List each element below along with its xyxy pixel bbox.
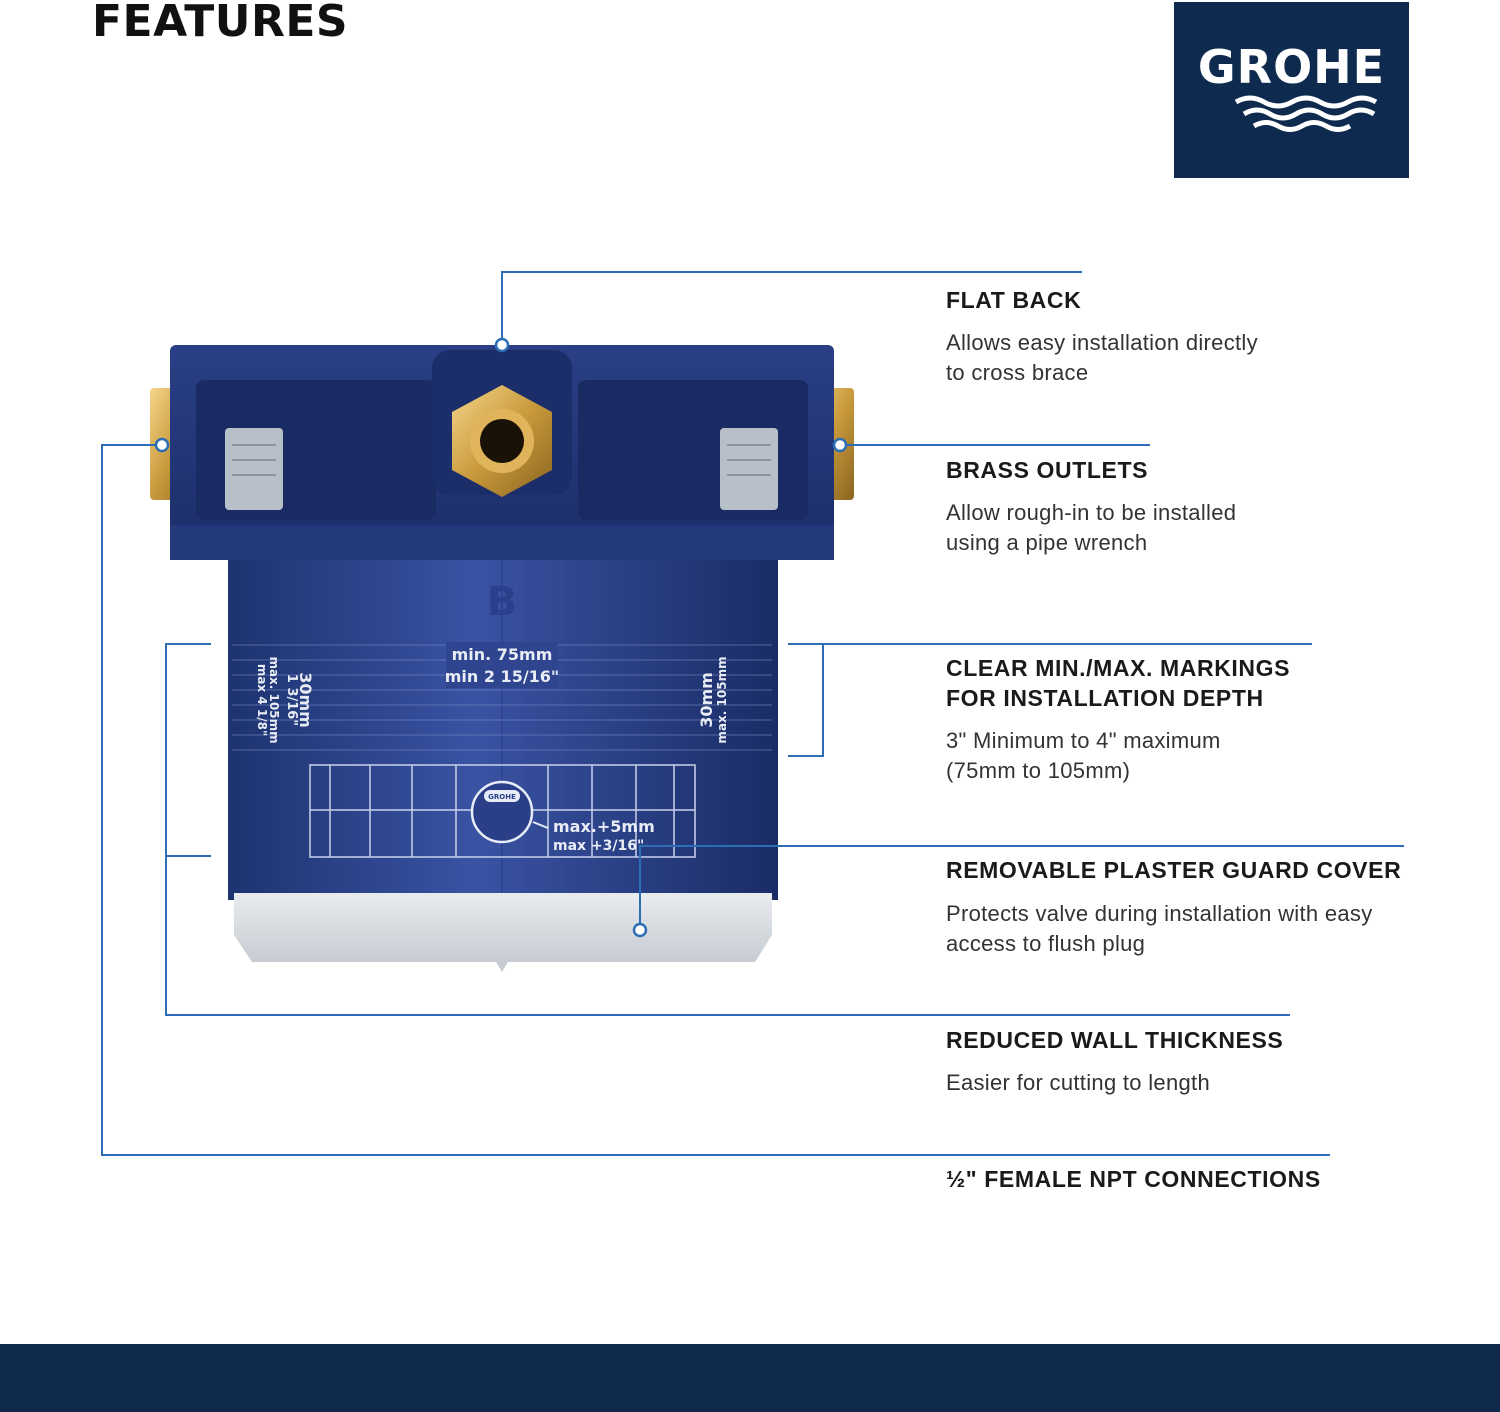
feature-title-markings-line2: FOR INSTALLATION DEPTH (946, 685, 1264, 711)
footer-band (0, 1344, 1500, 1412)
marking-left-max-in: max 4 1/8" (255, 663, 269, 737)
marking-offset-in: max +3/16" (553, 838, 645, 854)
feature-title-markings: CLEAR MIN./MAX. MARKINGS (946, 655, 1291, 681)
marking-left-in: 1 3/16" (284, 673, 299, 727)
marking-min-in: min 2 15/16" (444, 667, 560, 686)
feature-desc-line: using a pipe wrench (946, 530, 1148, 555)
marking-left-max-mm: max. 105mm (267, 656, 281, 744)
feature-title-npt: ½" FEMALE NPT CONNECTIONS (946, 1166, 1321, 1192)
callout-dot-brass (834, 439, 846, 451)
feature-desc-line: Allows easy installation directly (946, 330, 1258, 355)
feature-title-wall-thickness: REDUCED WALL THICKNESS (946, 1027, 1284, 1053)
callout-dot-flat-back (496, 339, 508, 351)
feature-desc-line: Allow rough-in to be installed (946, 500, 1237, 525)
callout-markings-bracket (788, 644, 823, 756)
feature-desc-line: Easier for cutting to length (946, 1070, 1210, 1095)
feature-desc-line: (75mm to 105mm) (946, 758, 1131, 783)
marking-min-mm: min. 75mm (451, 645, 553, 664)
marking-right-max-mm: max. 105mm (715, 656, 729, 744)
callout-dot-npt (156, 439, 168, 451)
page-title: FEATURES (92, 0, 349, 47)
body-letter: B (486, 579, 518, 625)
feature-title-brass-outlets: BRASS OUTLETS (946, 457, 1149, 483)
marking-right-30mm: 30mm (697, 672, 716, 728)
feature-desc-line: to cross brace (946, 360, 1089, 385)
feature-desc-line: 3" Minimum to 4" maximum (946, 728, 1221, 753)
feature-title-flat-back: FLAT BACK (946, 287, 1082, 313)
feature-title-plaster-guard: REMOVABLE PLASTER GUARD COVER (946, 857, 1402, 883)
feature-desc-line: Protects valve during installation with easy (946, 901, 1373, 926)
badge-text: GROHE (488, 793, 516, 801)
callout-dot-plaster (634, 924, 646, 936)
marking-offset-mm: max.+5mm (553, 817, 655, 836)
feature-desc-line: access to flush plug (946, 931, 1146, 956)
marking-left-30mm: 30mm (296, 672, 315, 728)
grohe-logo-text: GROHE (1197, 40, 1386, 94)
